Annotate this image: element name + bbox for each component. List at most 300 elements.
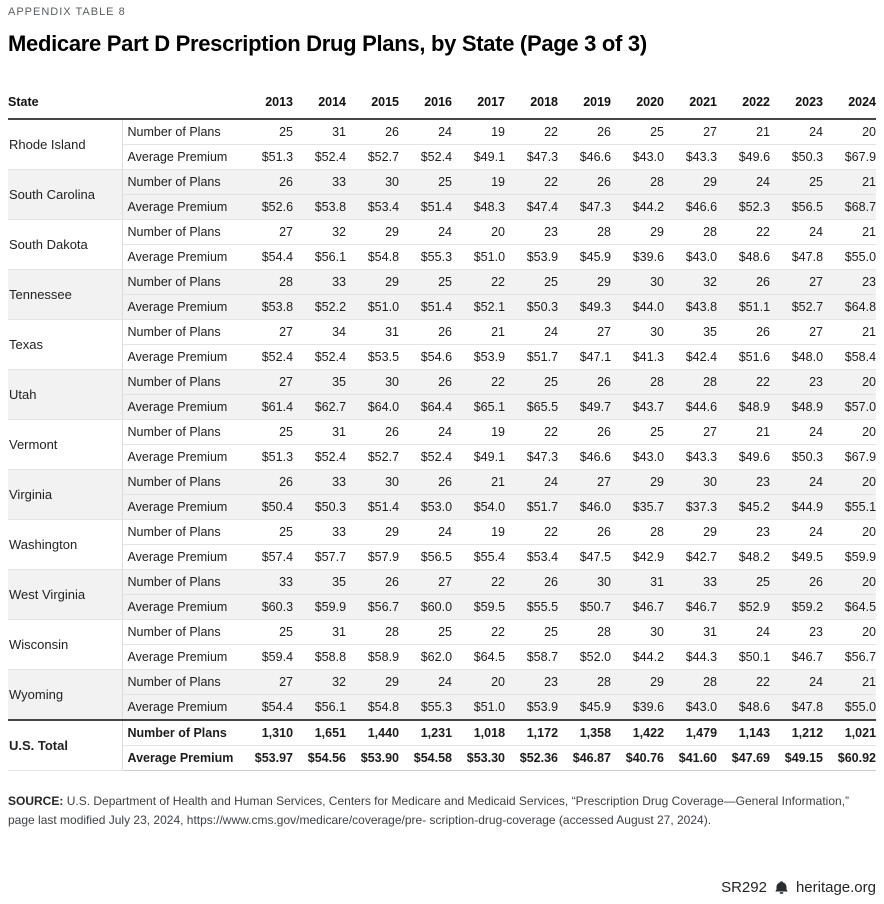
cell-number-of-plans: 29: [664, 170, 717, 195]
cell-average-premium: $59.9: [823, 545, 876, 570]
cell-average-premium: $35.7: [611, 495, 664, 520]
cell-number-of-plans: 28: [611, 170, 664, 195]
cell-average-premium: $48.9: [717, 395, 770, 420]
cell-number-of-plans: 24: [770, 670, 823, 695]
table-row-premium: [8, 595, 876, 620]
cell-average-premium: $49.1: [452, 445, 505, 470]
cell-number-of-plans: 25: [240, 420, 293, 445]
cell-average-premium: $53.90: [346, 746, 399, 771]
table-row-plans: [8, 370, 876, 395]
cell-number-of-plans: 25: [399, 620, 452, 645]
cell-average-premium: $54.8: [346, 695, 399, 721]
cell-average-premium: $46.0: [558, 495, 611, 520]
cell-number-of-plans: 19: [452, 119, 505, 145]
metric-label-premium: Average Premium: [122, 495, 240, 520]
table-row-plans: [8, 119, 876, 145]
cell-number-of-plans: 20: [823, 620, 876, 645]
cell-average-premium: $43.7: [611, 395, 664, 420]
cell-number-of-plans: 21: [823, 220, 876, 245]
metric-label-premium: Average Premium: [122, 645, 240, 670]
cell-average-premium: $43.8: [664, 295, 717, 320]
cell-average-premium: $47.8: [770, 695, 823, 721]
cell-number-of-plans: 26: [346, 420, 399, 445]
cell-average-premium: $52.4: [240, 345, 293, 370]
table-row-plans-us-total: [8, 720, 876, 746]
cell-average-premium: $57.7: [293, 545, 346, 570]
cell-number-of-plans: 22: [505, 119, 558, 145]
cell-average-premium: $52.4: [293, 445, 346, 470]
cell-number-of-plans: 20: [823, 119, 876, 145]
cell-average-premium: $50.4: [240, 495, 293, 520]
cell-average-premium: $56.7: [346, 595, 399, 620]
cell-average-premium: $67.9: [823, 445, 876, 470]
cell-number-of-plans: 24: [717, 620, 770, 645]
cell-number-of-plans: 27: [770, 270, 823, 295]
cell-average-premium: $39.6: [611, 245, 664, 270]
cell-average-premium: $56.5: [770, 195, 823, 220]
cell-average-premium: $45.2: [717, 495, 770, 520]
metric-label-plans: Number of Plans: [122, 470, 240, 495]
report-id: SR292: [721, 879, 767, 896]
cell-average-premium: $51.6: [717, 345, 770, 370]
cell-number-of-plans: 28: [558, 670, 611, 695]
metric-label-premium: Average Premium: [122, 746, 240, 771]
cell-average-premium: $48.6: [717, 695, 770, 721]
cell-average-premium: $43.0: [664, 245, 717, 270]
state-name: Vermont: [8, 420, 122, 470]
state-column-header: State: [8, 91, 240, 119]
cell-number-of-plans: 1,651: [293, 720, 346, 746]
table-row-premium: [8, 645, 876, 670]
metric-label-plans: Number of Plans: [122, 370, 240, 395]
cell-number-of-plans: 27: [240, 370, 293, 395]
cell-average-premium: $54.58: [399, 746, 452, 771]
cell-number-of-plans: 22: [452, 570, 505, 595]
state-name: Washington: [8, 520, 122, 570]
cell-number-of-plans: 26: [558, 520, 611, 545]
cell-average-premium: $64.0: [346, 395, 399, 420]
cell-average-premium: $46.6: [664, 195, 717, 220]
cell-average-premium: $64.8: [823, 295, 876, 320]
cell-number-of-plans: 27: [399, 570, 452, 595]
cell-average-premium: $49.6: [717, 145, 770, 170]
metric-label-plans: Number of Plans: [122, 220, 240, 245]
cell-average-premium: $59.5: [452, 595, 505, 620]
cell-average-premium: $53.4: [346, 195, 399, 220]
metric-label-premium: Average Premium: [122, 145, 240, 170]
cell-average-premium: $55.5: [505, 595, 558, 620]
cell-average-premium: $50.7: [558, 595, 611, 620]
cell-number-of-plans: 26: [399, 320, 452, 345]
table-row-premium: [8, 445, 876, 470]
state-name: Utah: [8, 370, 122, 420]
cell-average-premium: $41.60: [664, 746, 717, 771]
cell-number-of-plans: 26: [717, 320, 770, 345]
cell-number-of-plans: 24: [770, 119, 823, 145]
cell-number-of-plans: 1,018: [452, 720, 505, 746]
table-row-premium: [8, 345, 876, 370]
cell-average-premium: $44.6: [664, 395, 717, 420]
state-name: South Carolina: [8, 170, 122, 220]
cell-average-premium: $54.4: [240, 695, 293, 721]
cell-number-of-plans: 26: [240, 470, 293, 495]
table-row-plans: [8, 520, 876, 545]
cell-average-premium: $51.4: [399, 295, 452, 320]
cell-average-premium: $54.6: [399, 345, 452, 370]
cell-average-premium: $55.4: [452, 545, 505, 570]
cell-average-premium: $46.7: [664, 595, 717, 620]
metric-label-premium: Average Premium: [122, 195, 240, 220]
cell-number-of-plans: 27: [240, 220, 293, 245]
state-name: Virginia: [8, 470, 122, 520]
cell-number-of-plans: 26: [240, 170, 293, 195]
cell-number-of-plans: 25: [611, 119, 664, 145]
cell-number-of-plans: 24: [770, 420, 823, 445]
cell-average-premium: $60.3: [240, 595, 293, 620]
heritage-bell-icon: [774, 880, 789, 895]
cell-number-of-plans: 30: [611, 620, 664, 645]
cell-number-of-plans: 33: [240, 570, 293, 595]
cell-number-of-plans: 29: [664, 520, 717, 545]
cell-average-premium: $43.3: [664, 445, 717, 470]
cell-average-premium: $53.9: [505, 245, 558, 270]
table-row-premium: [8, 295, 876, 320]
state-name: Wyoming: [8, 670, 122, 721]
cell-average-premium: $43.0: [611, 445, 664, 470]
cell-number-of-plans: 26: [505, 570, 558, 595]
year-column-header: 2016: [399, 91, 452, 119]
cell-average-premium: $52.4: [399, 145, 452, 170]
cell-average-premium: $52.36: [505, 746, 558, 771]
cell-number-of-plans: 25: [240, 119, 293, 145]
year-column-header: 2015: [346, 91, 399, 119]
cell-number-of-plans: 21: [717, 119, 770, 145]
table-row-premium-us-total: [8, 746, 876, 771]
cell-average-premium: $49.7: [558, 395, 611, 420]
metric-label-plans: Number of Plans: [122, 670, 240, 695]
cell-number-of-plans: 20: [452, 220, 505, 245]
cell-average-premium: $53.30: [452, 746, 505, 771]
cell-number-of-plans: 28: [558, 220, 611, 245]
cell-number-of-plans: 26: [770, 570, 823, 595]
cell-number-of-plans: 22: [505, 170, 558, 195]
metric-label-plans: Number of Plans: [122, 320, 240, 345]
cell-number-of-plans: 19: [452, 520, 505, 545]
cell-number-of-plans: 27: [558, 470, 611, 495]
cell-average-premium: $52.0: [558, 645, 611, 670]
table-row-premium: [8, 245, 876, 270]
cell-number-of-plans: 26: [558, 119, 611, 145]
cell-number-of-plans: 29: [346, 220, 399, 245]
cell-average-premium: $48.9: [770, 395, 823, 420]
cell-average-premium: $51.4: [399, 195, 452, 220]
cell-average-premium: $62.0: [399, 645, 452, 670]
cell-average-premium: $48.0: [770, 345, 823, 370]
cell-average-premium: $47.3: [505, 145, 558, 170]
state-name: U.S. Total: [8, 720, 122, 771]
cell-average-premium: $42.4: [664, 345, 717, 370]
cell-average-premium: $47.69: [717, 746, 770, 771]
cell-average-premium: $44.9: [770, 495, 823, 520]
data-table: [8, 91, 876, 771]
cell-number-of-plans: 23: [505, 670, 558, 695]
year-column-header: 2019: [558, 91, 611, 119]
cell-average-premium: $55.3: [399, 245, 452, 270]
cell-average-premium: $53.8: [240, 295, 293, 320]
cell-number-of-plans: 35: [664, 320, 717, 345]
year-column-header: 2022: [717, 91, 770, 119]
cell-number-of-plans: 1,310: [240, 720, 293, 746]
cell-number-of-plans: 22: [717, 220, 770, 245]
cell-number-of-plans: 22: [717, 370, 770, 395]
cell-number-of-plans: 20: [823, 520, 876, 545]
cell-average-premium: $47.3: [558, 195, 611, 220]
cell-average-premium: $56.1: [293, 245, 346, 270]
cell-number-of-plans: 25: [399, 170, 452, 195]
cell-average-premium: $52.7: [346, 145, 399, 170]
cell-average-premium: $59.9: [293, 595, 346, 620]
cell-number-of-plans: 24: [505, 320, 558, 345]
cell-average-premium: $54.8: [346, 245, 399, 270]
cell-number-of-plans: 26: [558, 420, 611, 445]
cell-average-premium: $51.1: [717, 295, 770, 320]
cell-number-of-plans: 24: [399, 220, 452, 245]
cell-average-premium: $42.9: [611, 545, 664, 570]
cell-number-of-plans: 31: [664, 620, 717, 645]
cell-average-premium: $52.6: [240, 195, 293, 220]
table-row-plans: [8, 620, 876, 645]
cell-average-premium: $43.3: [664, 145, 717, 170]
cell-number-of-plans: 31: [293, 420, 346, 445]
cell-average-premium: $65.5: [505, 395, 558, 420]
cell-number-of-plans: 20: [823, 420, 876, 445]
cell-number-of-plans: 22: [452, 270, 505, 295]
cell-average-premium: $56.1: [293, 695, 346, 721]
cell-average-premium: $49.3: [558, 295, 611, 320]
cell-number-of-plans: 25: [240, 520, 293, 545]
page-title: Medicare Part D Prescription Drug Plans, by State (Page 3 of 3): [8, 31, 647, 56]
metric-label-plans: Number of Plans: [122, 620, 240, 645]
state-name: Wisconsin: [8, 620, 122, 670]
table-row-premium: [8, 545, 876, 570]
cell-number-of-plans: 21: [823, 670, 876, 695]
cell-number-of-plans: 1,358: [558, 720, 611, 746]
cell-number-of-plans: 19: [452, 170, 505, 195]
cell-number-of-plans: 26: [717, 270, 770, 295]
cell-average-premium: $68.7: [823, 195, 876, 220]
cell-average-premium: $55.0: [823, 245, 876, 270]
cell-number-of-plans: 35: [293, 370, 346, 395]
cell-average-premium: $52.4: [399, 445, 452, 470]
cell-number-of-plans: 26: [558, 370, 611, 395]
cell-average-premium: $52.2: [293, 295, 346, 320]
cell-number-of-plans: 32: [664, 270, 717, 295]
cell-number-of-plans: 20: [452, 670, 505, 695]
cell-average-premium: $62.7: [293, 395, 346, 420]
cell-average-premium: $52.3: [717, 195, 770, 220]
cell-average-premium: $67.9: [823, 145, 876, 170]
cell-number-of-plans: 27: [770, 320, 823, 345]
cell-average-premium: $47.8: [770, 245, 823, 270]
cell-number-of-plans: 22: [452, 370, 505, 395]
cell-average-premium: $40.76: [611, 746, 664, 771]
cell-number-of-plans: 29: [611, 470, 664, 495]
cell-average-premium: $45.9: [558, 695, 611, 721]
cell-average-premium: $50.3: [770, 145, 823, 170]
cell-average-premium: $55.3: [399, 695, 452, 721]
cell-average-premium: $59.4: [240, 645, 293, 670]
cell-number-of-plans: 1,440: [346, 720, 399, 746]
table-row-premium: [8, 695, 876, 721]
cell-average-premium: $46.87: [558, 746, 611, 771]
table-header-row: [8, 91, 876, 119]
cell-average-premium: $50.1: [717, 645, 770, 670]
cell-average-premium: $50.3: [770, 445, 823, 470]
cell-average-premium: $53.9: [452, 345, 505, 370]
cell-average-premium: $48.3: [452, 195, 505, 220]
cell-average-premium: $46.6: [558, 445, 611, 470]
cell-number-of-plans: 29: [611, 220, 664, 245]
table-row-plans: [8, 420, 876, 445]
cell-number-of-plans: 21: [452, 470, 505, 495]
cell-number-of-plans: 1,021: [823, 720, 876, 746]
source-text: U.S. Department of Health and Human Services, Centers for Medicare and Medicaid Services, “Prescription Drug Coverage—General Information,” page last modified July 23, 2024, https://www.cms.gov/medicare/coverage/pre- scription-drug-coverage (accessed August 27, 2024).: [8, 794, 850, 828]
cell-average-premium: $58.8: [293, 645, 346, 670]
year-column-header: 2020: [611, 91, 664, 119]
year-column-header: 2018: [505, 91, 558, 119]
metric-label-plans: Number of Plans: [122, 570, 240, 595]
cell-average-premium: $54.4: [240, 245, 293, 270]
cell-number-of-plans: 29: [346, 670, 399, 695]
state-name: West Virginia: [8, 570, 122, 620]
metric-label-plans: Number of Plans: [122, 420, 240, 445]
cell-number-of-plans: 32: [293, 220, 346, 245]
metric-label-plans: Number of Plans: [122, 170, 240, 195]
metric-label-premium: Average Premium: [122, 595, 240, 620]
cell-average-premium: $57.9: [346, 545, 399, 570]
cell-average-premium: $61.4: [240, 395, 293, 420]
source-label: SOURCE:: [8, 794, 64, 808]
cell-average-premium: $48.6: [717, 245, 770, 270]
cell-average-premium: $57.4: [240, 545, 293, 570]
cell-average-premium: $44.2: [611, 645, 664, 670]
cell-average-premium: $51.4: [346, 495, 399, 520]
cell-average-premium: $46.7: [770, 645, 823, 670]
cell-number-of-plans: 27: [664, 420, 717, 445]
cell-number-of-plans: 22: [717, 670, 770, 695]
cell-average-premium: $50.3: [505, 295, 558, 320]
cell-number-of-plans: 24: [717, 170, 770, 195]
footer-branding: [721, 879, 876, 896]
cell-number-of-plans: 25: [505, 620, 558, 645]
cell-number-of-plans: 30: [346, 170, 399, 195]
table-row-premium: [8, 395, 876, 420]
metric-label-plans: Number of Plans: [122, 119, 240, 145]
cell-average-premium: $53.9: [505, 695, 558, 721]
cell-number-of-plans: 28: [240, 270, 293, 295]
cell-average-premium: $60.92: [823, 746, 876, 771]
cell-number-of-plans: 29: [346, 270, 399, 295]
cell-average-premium: $46.6: [558, 145, 611, 170]
year-column-header: 2024: [823, 91, 876, 119]
cell-number-of-plans: 22: [505, 420, 558, 445]
cell-number-of-plans: 31: [611, 570, 664, 595]
source-note: [8, 792, 876, 830]
cell-number-of-plans: 1,422: [611, 720, 664, 746]
metric-label-premium: Average Premium: [122, 245, 240, 270]
cell-average-premium: $58.9: [346, 645, 399, 670]
cell-average-premium: $51.0: [452, 245, 505, 270]
cell-average-premium: $60.0: [399, 595, 452, 620]
cell-average-premium: $42.7: [664, 545, 717, 570]
cell-number-of-plans: 19: [452, 420, 505, 445]
cell-average-premium: $52.9: [717, 595, 770, 620]
year-column-header: 2021: [664, 91, 717, 119]
cell-number-of-plans: 1,212: [770, 720, 823, 746]
table-row-plans: [8, 670, 876, 695]
cell-number-of-plans: 25: [717, 570, 770, 595]
cell-number-of-plans: 24: [399, 420, 452, 445]
cell-number-of-plans: 35: [293, 570, 346, 595]
cell-number-of-plans: 24: [399, 119, 452, 145]
cell-average-premium: $45.9: [558, 245, 611, 270]
cell-number-of-plans: 33: [293, 270, 346, 295]
table-row-plans: [8, 320, 876, 345]
cell-number-of-plans: 25: [770, 170, 823, 195]
cell-number-of-plans: 33: [293, 470, 346, 495]
cell-number-of-plans: 29: [346, 520, 399, 545]
cell-number-of-plans: 26: [346, 570, 399, 595]
year-column-header: 2023: [770, 91, 823, 119]
cell-number-of-plans: 31: [293, 119, 346, 145]
cell-average-premium: $65.1: [452, 395, 505, 420]
cell-average-premium: $48.2: [717, 545, 770, 570]
cell-number-of-plans: 27: [240, 320, 293, 345]
table-row-plans: [8, 570, 876, 595]
cell-number-of-plans: 28: [664, 370, 717, 395]
cell-number-of-plans: 28: [611, 370, 664, 395]
cell-average-premium: $46.7: [611, 595, 664, 620]
cell-number-of-plans: 25: [505, 370, 558, 395]
cell-number-of-plans: 33: [293, 520, 346, 545]
cell-number-of-plans: 23: [770, 620, 823, 645]
cell-number-of-plans: 23: [717, 520, 770, 545]
cell-number-of-plans: 29: [611, 670, 664, 695]
cell-average-premium: $49.6: [717, 445, 770, 470]
cell-number-of-plans: 28: [664, 220, 717, 245]
cell-number-of-plans: 28: [346, 620, 399, 645]
cell-number-of-plans: 24: [399, 520, 452, 545]
cell-average-premium: $52.7: [770, 295, 823, 320]
cell-average-premium: $49.1: [452, 145, 505, 170]
appendix-label: APPENDIX TABLE 8: [8, 6, 126, 18]
cell-number-of-plans: 24: [770, 470, 823, 495]
cell-number-of-plans: 27: [240, 670, 293, 695]
cell-number-of-plans: 23: [770, 370, 823, 395]
cell-number-of-plans: 30: [611, 320, 664, 345]
cell-number-of-plans: 23: [505, 220, 558, 245]
cell-number-of-plans: 20: [823, 370, 876, 395]
cell-number-of-plans: 22: [505, 520, 558, 545]
cell-number-of-plans: 29: [558, 270, 611, 295]
year-column-header: 2017: [452, 91, 505, 119]
cell-average-premium: $54.56: [293, 746, 346, 771]
cell-number-of-plans: 21: [452, 320, 505, 345]
cell-number-of-plans: 20: [823, 570, 876, 595]
year-column-header: 2014: [293, 91, 346, 119]
table-row-plans: [8, 170, 876, 195]
metric-label-plans: Number of Plans: [122, 520, 240, 545]
